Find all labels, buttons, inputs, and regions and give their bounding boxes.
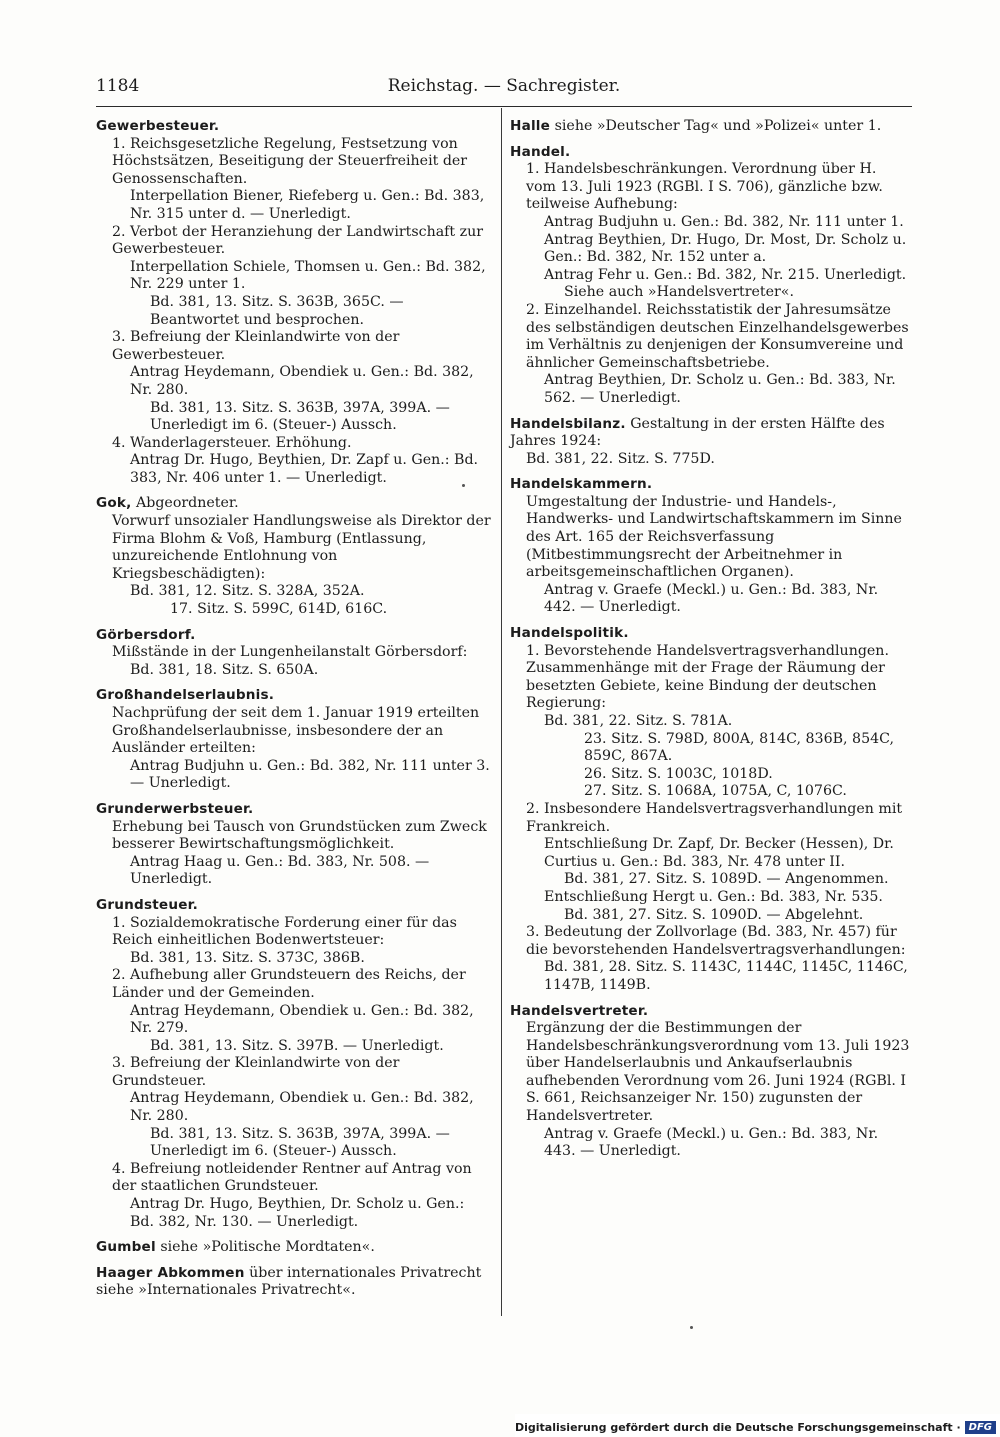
entry-line: Antrag Budjuhn u. Gen.: Bd. 382, Nr. 111 unter 3. — Unerledigt. [130,757,490,792]
entry-line: 26. Sitz. S. 1003C, 1018D. [584,765,773,782]
entry-line: 3. Befreiung der Kleinlandwirte von der Gewerbesteuer. [112,329,400,363]
entry-line: Entschließung Hergt u. Gen.: Bd. 383, Nr. 535. [544,888,883,905]
index-entry [510,1003,910,1161]
index-entry [510,118,910,136]
entry-heading [96,897,492,915]
entry-line: 2. Verbot der Heranziehung der Landwirtschaft zur Gewerbesteuer. [112,223,484,258]
column-divider [501,108,502,1316]
entry-line: Nachprüfung der seit dem 1. Januar 1919 erteilten Großhandelserlaubnisse, insbesondere der an Ausländer erteilten: [112,705,480,757]
entry-keyword: Handelsbilanz. [510,415,626,432]
entry-keyword: Görbersdorf. [96,626,196,643]
dfg-logo: DFG [965,1421,996,1434]
entry-heading [510,416,910,451]
entry-line: Bd. 381, 22. Sitz. S. 775D. [526,450,715,467]
entry-line: Bd. 381, 27. Sitz. S. 1090D. — Abgelehnt. [564,906,864,923]
entry-suffix: Gestaltung in der ersten Hälfte des Jahres 1924: [510,415,885,450]
entry-line: Antrag Budjuhn u. Gen.: Bd. 382, Nr. 111 unter 1. [544,213,904,230]
footer-text: Digitalisierung gefördert durch die Deutsche Forschungsgemeinschaft · [514,1420,961,1434]
entry-keyword: Halle [510,118,551,134]
entry-heading [96,801,492,819]
index-entry [96,687,492,793]
index-entry [96,897,492,1231]
entry-heading [510,476,910,494]
entry-line: Mißstände in der Lungenheilanstalt Görbersdorf: [112,644,468,661]
entry-heading [510,118,910,136]
entry-keyword: Handelskammern. [510,476,653,493]
index-entry [96,118,492,487]
index-entry [96,1265,492,1300]
entry-line: 1. Bevorstehende Handelsvertragsverhandlungen. Zusammenhänge mit der Frage der Räumung der besetzten Gebiete, keine Bindung der deutschen Regierung: [526,642,889,712]
right-column [510,118,910,1169]
entry-heading [96,1265,492,1300]
entry-heading [96,495,492,513]
entry-line: Bd. 381, 12. Sitz. S. 328A, 352A. [130,583,365,600]
entry-keyword: Handelsvertreter. [510,1002,649,1019]
entry-line: Antrag Heydemann, Obendiek u. Gen.: Bd. 382, Nr. 280. [130,1090,474,1125]
entry-line: Bd. 381, 13. Sitz. S. 363B, 397A, 399A. — Unerledigt im 6. (Steuer-) Aussch. [150,1125,450,1160]
entry-line: Bd. 381, 13. Sitz. S. 373C, 386B. [130,949,365,966]
index-entry [510,144,910,408]
entry-suffix: siehe »Politische Mordtaten«. [155,1239,375,1256]
entry-line: Antrag v. Graefe (Meckl.) u. Gen.: Bd. 383, Nr. 442. — Unerledigt. [544,581,879,616]
entry-line: 1. Reichsgesetzliche Regelung, Festsetzung von Höchstsätzen, Beseitigung der Steuerfreiheit der Genossenschaften. [112,135,468,187]
entry-keyword: Handel. [510,143,571,160]
entry-line: 17. Sitz. S. 599C, 614D, 616C. [170,601,388,618]
entry-line: Antrag Haag u. Gen.: Bd. 383, Nr. 508. — Unerledigt. [130,853,430,888]
entry-line: Bd. 381, 28. Sitz. S. 1143C, 1144C, 1145C, 1146C, 1147B, 1149B. [544,959,908,993]
left-column [96,118,492,1308]
entry-line: Bd. 381, 22. Sitz. S. 781A. [544,713,733,729]
entry-suffix: Abgeordneter. [131,495,239,512]
entry-line: Antrag Heydemann, Obendiek u. Gen.: Bd. 382, Nr. 279. [130,1002,474,1037]
index-entry [510,416,910,469]
index-entry [510,625,910,994]
index-entry [96,627,492,680]
entry-line: Interpellation Biener, Riefeberg u. Gen.: Bd. 383, Nr. 315 unter d. — Unerledigt. [130,188,485,222]
entry-line: 23. Sitz. S. 798D, 800A, 814C, 836B, 854C, 859C, 867A. [584,730,894,765]
scan-speck [690,1326,693,1329]
entry-line: 1. Handelsbeschränkungen. Verordnung über H. vom 13. Juli 1923 (RGBl. I S. 706), gänzliche bzw. teilweise Aufhebung: [526,161,883,213]
entry-line: Entschließung Dr. Zapf, Dr. Becker (Hessen), Dr. Curtius u. Gen.: Bd. 383, Nr. 478 unter II. [544,836,894,870]
entry-keyword: Großhandelserlaubnis. [96,687,275,704]
entry-line: Erhebung bei Tausch von Grundstücken zum Zweck besserer Bewirtschaftungsmöglichkeit. [112,818,487,853]
entry-heading [96,687,492,705]
entry-heading [510,144,910,162]
entry-line: Antrag Fehr u. Gen.: Bd. 382, Nr. 215. Unerledigt. [544,266,907,283]
entry-line: Antrag Dr. Hugo, Beythien, Dr. Zapf u. Gen.: Bd. 383, Nr. 406 unter 1. — Unerledigt. [130,452,479,486]
entry-line: Bd. 381, 18. Sitz. S. 650A. [130,661,319,678]
index-entry [96,495,492,618]
entry-line: Interpellation Schiele, Thomsen u. Gen.: Bd. 382, Nr. 229 unter 1. [130,258,486,293]
page-header [96,76,912,107]
entry-keyword: Handelspolitik. [510,625,629,642]
entry-heading [510,625,910,643]
page-number: 1184 [96,76,140,96]
scan-speck [462,484,465,487]
entry-heading [96,627,492,645]
entry-line: Bd. 381, 13. Sitz. S. 397B. — Unerledigt. [150,1037,444,1054]
entry-line: Antrag Beythien, Dr. Hugo, Dr. Most, Dr. Scholz u. Gen.: Bd. 382, Nr. 152 unter a. [544,231,907,266]
entry-line: 2. Einzelhandel. Reichsstatistik der Jahresumsätze des selbständigen deutschen Einzelhandelsgewerbes im Verhältnis zu denjenigen der Konsumvereine und ähnlicher Gemeinschaftsbetriebe. [526,301,909,371]
entry-suffix: siehe »Deutscher Tag« und »Polizei« unter 1. [550,118,882,134]
entry-line: Bd. 381, 13. Sitz. S. 363B, 397A, 399A. — Unerledigt im 6. (Steuer-) Aussch. [150,399,450,434]
running-head: Reichstag. — Sachregister. [387,76,621,96]
entry-line: Antrag Beythien, Dr. Scholz u. Gen.: Bd. 383, Nr. 562. — Unerledigt. [544,372,896,406]
entry-line: 3. Bedeutung der Zollvorlage (Bd. 383, Nr. 457) für die bevorstehenden Handelsvertragsverhandlungen: [526,924,906,958]
entry-line: Antrag Dr. Hugo, Beythien, Dr. Scholz u. Gen.: Bd. 382, Nr. 130. — Unerledigt. [130,1196,465,1230]
entry-line: Umgestaltung der Industrie- und Handels-, Handwerks- und Landwirtschaftskammern im Sinne des Art. 165 der Reichsverfassung (Mitbestimmungsrecht der Arbeitnehmer in arbeitsgemeinschaftlichen Organen). [526,493,902,581]
index-entry [96,1239,492,1257]
index-entry [510,476,910,617]
entry-line: Antrag v. Graefe (Meckl.) u. Gen.: Bd. 383, Nr. 443. — Unerledigt. [544,1125,879,1160]
entry-line: 2. Aufhebung aller Grundsteuern des Reichs, der Länder und der Gemeinden. [112,967,466,1001]
entry-line: 1. Sozialdemokratische Forderung einer für das Reich einheitlichen Bodenwertsteuer: [112,914,457,949]
entry-line: 4. Wanderlagersteuer. Erhöhung. [112,434,352,451]
entry-line: Bd. 381, 13. Sitz. S. 363B, 365C. — Beantwortet und besprochen. [150,293,404,328]
entry-keyword: Gok, [96,495,132,512]
entry-keyword: Gewerbesteuer. [96,118,220,134]
index-entry [96,801,492,889]
entry-line: 4. Befreiung notleidender Rentner auf Antrag von der staatlichen Grundsteuer. [112,1160,472,1195]
entry-line: Ergänzung der die Bestimmungen der Handelsbeschränkungsverordnung vom 13. Juli 1923 über Handelserlaubnis und Ankaufserlaubnis aufhebenden Verordnung vom 26. Juni 1924 (RGBl. I S. 661, Reichsanzeiger Nr. 150) zugunsten der Handelsvertreter. [526,1020,910,1125]
entry-heading [96,1239,492,1257]
entry-heading [96,118,492,136]
entry-line: Antrag Heydemann, Obendiek u. Gen.: Bd. 382, Nr. 280. [130,364,474,398]
entry-suffix: über internationales Privatrecht siehe »Internationales Privatrecht«. [96,1264,482,1299]
entry-heading [510,1003,910,1021]
entry-line: Siehe auch »Handelsvertreter«. [564,284,794,301]
entry-line: 27. Sitz. S. 1068A, 1075A, C, 1076C. [584,783,847,800]
entry-line: Bd. 381, 27. Sitz. S. 1089D. — Angenommen. [564,871,889,888]
entry-line: 2. Insbesondere Handelsvertragsverhandlungen mit Frankreich. [526,800,903,835]
entry-keyword: Grunderwerbsteuer. [96,800,254,817]
entry-line: 3. Befreiung der Kleinlandwirte von der Grundsteuer. [112,1055,400,1089]
entry-keyword: Gumbel [96,1239,156,1256]
entry-line: Vorwurf unsozialer Handlungsweise als Direktor der Firma Blohm & Voß, Hamburg (Entlassung, unzureichende Entlohnung von Kriegsbeschädigten): [112,513,491,582]
entry-keyword: Grundsteuer. [96,896,198,913]
entry-keyword: Haager Abkommen [96,1264,245,1281]
